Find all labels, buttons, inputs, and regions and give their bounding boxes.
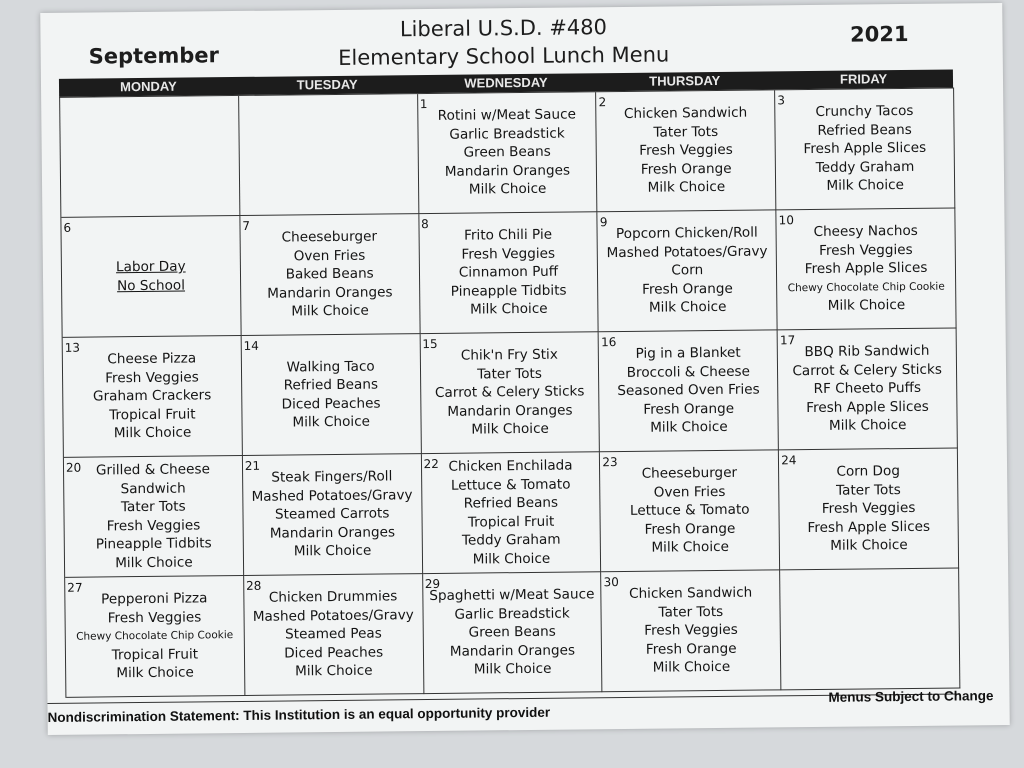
day-number: 3 xyxy=(777,93,786,108)
menu-item: Fresh Apple Slices xyxy=(803,140,927,158)
menu-item: Chicken Drummies xyxy=(268,588,398,606)
menu-title: Elementary School Lunch Menu xyxy=(338,42,670,70)
menu-item: Fresh Apple Slices xyxy=(804,260,928,278)
weekday-tuesday: TUESDAY xyxy=(296,76,358,93)
menu-item: Steak Fingers/Roll xyxy=(271,468,393,486)
menu-item: Chewy Chocolate Chip Cookie xyxy=(787,280,945,294)
day-cell xyxy=(64,456,244,578)
menu-item: Steamed Peas xyxy=(285,625,382,643)
menu-item: Walking Taco xyxy=(286,358,375,375)
day-cell xyxy=(60,96,240,218)
day-cell xyxy=(241,334,421,456)
menu-item: Milk Choice xyxy=(295,662,373,680)
day-number: 2 xyxy=(598,95,607,110)
day-number: 15 xyxy=(422,336,438,352)
menu-change-note: Menus Subject to Change xyxy=(828,688,994,705)
menu-item: Broccoli & Cheese xyxy=(626,363,751,381)
day-cell xyxy=(779,448,959,570)
menu-item: Milk Choice xyxy=(471,421,549,438)
menu-item: Fresh Veggies xyxy=(105,369,199,387)
menu-item: Milk Choice xyxy=(830,537,908,555)
nondiscrimination-statement: Nondiscrimination Statement: This Institution is an equal opportunity provider xyxy=(47,704,551,726)
day-cell xyxy=(423,572,603,694)
menu-item: Spaghetti w/Meat Sauce xyxy=(429,586,595,605)
menu-item: Diced Peaches xyxy=(284,644,384,662)
menu-item: Chik'n Fry Stix xyxy=(460,346,558,364)
day-number: 10 xyxy=(778,213,794,228)
menu-item: Teddy Graham xyxy=(461,531,561,549)
menu-item: Milk Choice xyxy=(826,177,905,195)
day-cell xyxy=(239,94,419,216)
day-cell xyxy=(418,92,598,214)
menu-item: Milk Choice xyxy=(650,419,728,436)
day-number: 27 xyxy=(67,580,83,595)
menu-item: Tater Tots xyxy=(658,603,724,621)
menu-item: Tater Tots xyxy=(477,365,542,383)
weekday-thursday: THURSDAY xyxy=(649,72,721,89)
day-cell xyxy=(244,574,424,696)
menu-item: Graham Crackers xyxy=(92,387,212,405)
menu-item: Milk Choice xyxy=(468,181,547,198)
day-number: 16 xyxy=(601,335,617,350)
menu-item: Mandarin Oranges xyxy=(269,524,396,542)
day-cell xyxy=(421,452,601,574)
day-cell xyxy=(780,568,960,690)
menu-item: Chicken Sandwich xyxy=(628,584,753,603)
menu-item: Chewy Chocolate Chip Cookie xyxy=(76,629,234,643)
day-cell xyxy=(419,212,599,334)
day-cell xyxy=(599,330,779,452)
day-cell xyxy=(778,328,958,450)
day-cell xyxy=(240,214,420,336)
menu-item: Pepperoni Pizza xyxy=(101,590,208,608)
menu-item: Grilled & Cheese xyxy=(95,461,210,479)
menu-item: Pineapple Tidbits xyxy=(450,282,567,300)
menu-item: Carrot & Celery Sticks xyxy=(792,361,942,379)
menu-item: Refried Beans xyxy=(463,494,559,512)
menu-item: BBQ Rib Sandwich xyxy=(804,343,930,361)
menu-item: Fresh Veggies xyxy=(821,500,916,518)
day-number: 6 xyxy=(63,220,72,235)
district-title: Liberal U.S.D. #480 xyxy=(399,15,608,42)
day-number: 22 xyxy=(423,456,439,472)
day-cell xyxy=(63,336,243,458)
month-label: September xyxy=(88,43,220,69)
weekday-monday: MONDAY xyxy=(120,78,177,95)
menu-item: Milk Choice xyxy=(828,417,907,435)
menu-item: Fresh Veggies xyxy=(106,516,201,534)
menu-item: Diced Peaches xyxy=(281,395,381,413)
menu-item: Milk Choice xyxy=(472,550,551,568)
menu-item: Mandarin Oranges xyxy=(267,284,393,302)
menu-item: Milk Choice xyxy=(293,542,372,560)
menu-item: Lettuce & Tomato xyxy=(629,501,750,520)
day-cell xyxy=(602,570,782,692)
menu-item: Corn xyxy=(671,262,704,279)
menu-item: Mandarin Oranges xyxy=(444,162,571,180)
menu-item: Oven Fries xyxy=(293,247,366,265)
day-number: 8 xyxy=(420,217,429,232)
day-number: 7 xyxy=(242,218,250,233)
weekday-wednesday: WEDNESDAY xyxy=(464,74,548,91)
menu-item: Green Beans xyxy=(463,143,551,161)
menu-item: Tropical Fruit xyxy=(111,646,199,664)
menu-item: Fresh Apple Slices xyxy=(806,398,929,416)
menu-item: Garlic Breadstick xyxy=(454,605,570,623)
day-number: 29 xyxy=(424,576,441,592)
day-number: 23 xyxy=(602,455,618,470)
menu-calendar-grid xyxy=(59,87,960,697)
menu-item: Fresh Veggies xyxy=(818,241,913,259)
menu-item: Tropical Fruit xyxy=(109,406,196,424)
day-number: 17 xyxy=(779,333,796,348)
menu-item: Green Beans xyxy=(468,623,556,641)
menu-item: Fresh Veggies xyxy=(461,245,556,263)
menu-item: Cheese Pizza xyxy=(107,350,197,368)
menu-item: Corn Dog xyxy=(836,463,901,480)
day-cell xyxy=(598,210,778,332)
menu-item: Mashed Potatoes/Gravy xyxy=(606,243,768,261)
day-number: 28 xyxy=(245,578,262,593)
holiday-label: No School xyxy=(116,277,186,294)
menu-item: Tater Tots xyxy=(653,123,719,141)
menu-item: Tater Tots xyxy=(120,498,186,516)
menu-item: Milk Choice xyxy=(115,553,193,571)
day-number: 21 xyxy=(244,458,261,473)
menu-item: Cheesy Nachos xyxy=(813,223,918,241)
menu-item: Oven Fries xyxy=(653,483,726,501)
year-label: 2021 xyxy=(849,21,909,47)
menu-item: Milk Choice xyxy=(473,660,552,678)
day-number: 14 xyxy=(243,338,259,353)
day-number: 20 xyxy=(65,460,82,475)
day-cell xyxy=(775,88,955,210)
menu-item: Steamed Carrots xyxy=(274,505,390,523)
menu-item: Fresh Orange xyxy=(644,520,736,538)
weekday-friday: FRIDAY xyxy=(839,71,888,87)
menu-item: Garlic Breadstick xyxy=(449,125,565,143)
day-cell xyxy=(600,450,780,572)
menu-item: Milk Choice xyxy=(470,301,548,318)
menu-item: Fresh Orange xyxy=(643,400,735,418)
menu-item: Crunchy Tacos xyxy=(815,103,914,121)
menu-item: Milk Choice xyxy=(292,413,371,431)
menu-item: Mashed Potatoes/Gravy xyxy=(251,486,413,505)
menu-item: Frito Chili Pie xyxy=(464,226,553,244)
menu-item: Refried Beans xyxy=(283,376,379,394)
menu-item: Milk Choice xyxy=(291,302,369,320)
menu-item: Cheeseburger xyxy=(641,465,738,483)
menu-item: Fresh Orange xyxy=(642,280,733,298)
menu-item: Seasoned Oven Fries xyxy=(617,381,760,400)
menu-item: Chicken Enchilada xyxy=(448,457,573,475)
menu-item: Fresh Apple Slices xyxy=(807,518,931,536)
holiday-label: Labor Day xyxy=(115,258,186,276)
menu-item: Pineapple Tidbits xyxy=(95,535,212,553)
menu-item: Mandarin Oranges xyxy=(447,402,573,420)
day-cell xyxy=(777,208,957,330)
menu-item: Rotini w/Meat Sauce xyxy=(437,106,576,125)
menu-item: Popcorn Chicken/Roll xyxy=(615,224,758,243)
menu-item: Milk Choice xyxy=(116,664,194,682)
day-cell xyxy=(243,454,423,576)
day-cell xyxy=(65,576,245,698)
menu-item: Milk Choice xyxy=(647,179,726,196)
menu-item: Fresh Veggies xyxy=(644,622,738,640)
menu-item: Chicken Sandwich xyxy=(623,104,748,123)
day-cell xyxy=(61,216,241,338)
menu-item: Teddy Graham xyxy=(815,158,915,176)
menu-item: Fresh Veggies xyxy=(107,609,202,627)
menu-item: Tropical Fruit xyxy=(467,513,555,531)
day-number: 9 xyxy=(599,215,608,230)
menu-item: Fresh Orange xyxy=(645,640,737,658)
day-number: 13 xyxy=(64,340,81,355)
day-cell xyxy=(420,332,600,454)
menu-item: Cinnamon Puff xyxy=(458,263,559,281)
menu-item: Milk Choice xyxy=(827,297,906,315)
menu-item: Carrot & Celery Sticks xyxy=(434,383,585,402)
menu-item: Sandwich xyxy=(120,480,186,497)
day-number: 1 xyxy=(419,97,428,112)
menu-item: RF Cheeto Puffs xyxy=(813,380,922,398)
menu-item: Fresh Veggies xyxy=(639,142,733,160)
menu-header xyxy=(58,8,949,81)
menu-item: Milk Choice xyxy=(651,539,730,556)
menu-item: Lettuce & Tomato xyxy=(450,476,571,494)
menu-item: Pig in a Blanket xyxy=(635,344,741,363)
day-cell xyxy=(596,90,776,212)
menu-item: Cheeseburger xyxy=(281,228,378,246)
menu-item: Milk Choice xyxy=(648,299,727,316)
menu-item: Mandarin Oranges xyxy=(449,642,576,660)
day-number: 30 xyxy=(603,575,619,590)
menu-sheet xyxy=(40,3,1010,735)
menu-item: Baked Beans xyxy=(285,265,374,283)
menu-item: Milk Choice xyxy=(652,659,731,676)
menu-item: Milk Choice xyxy=(113,424,192,442)
menu-item: Fresh Orange xyxy=(640,160,732,178)
day-number: 24 xyxy=(781,453,797,468)
menu-item: Tater Tots xyxy=(835,481,901,499)
menu-item: Mashed Potatoes/Gravy xyxy=(252,606,414,625)
menu-item: Refried Beans xyxy=(817,121,912,139)
